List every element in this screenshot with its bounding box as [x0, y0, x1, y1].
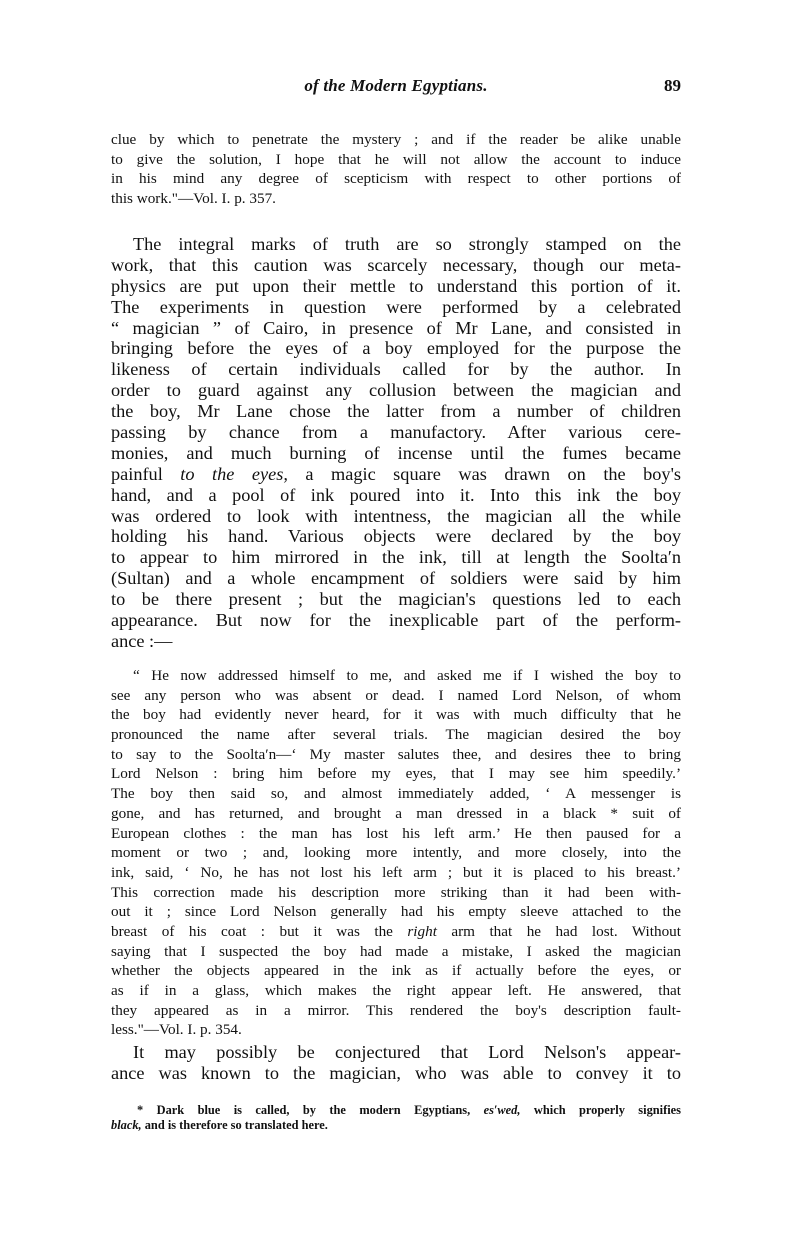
- text-line: order to guard against any collusion between the magician and: [111, 380, 681, 401]
- text-line: “ He now addressed himself to me, and asked me if I wished the boy to: [133, 667, 681, 684]
- text-line-with-italic: [111, 922, 681, 942]
- text-line: holding his hand. Various objects were declared by the boy: [111, 526, 681, 547]
- text-run: * Dark blue is called, by the modern Egyptians,: [137, 1103, 484, 1117]
- text-line: in his mind any degree of scepticism with respect to other portions of: [111, 170, 681, 188]
- text-line: to be there present ; but the magician's questions led to each: [111, 589, 681, 610]
- text-line: This correction made his description more striking than it had been with-: [111, 883, 681, 901]
- text-line: ance was known to the magician, who was able to convey it to: [111, 1062, 681, 1083]
- text-line: whether the objects appeared in the ink as if actually before the eyes, or: [111, 962, 681, 980]
- paragraph-conjectured: [111, 1042, 681, 1084]
- text-line: ance :—: [111, 630, 173, 651]
- text-run: and is therefore so translated here.: [141, 1118, 328, 1132]
- text-line: see any person who was absent or dead. I named Lord Nelson, of whom: [111, 686, 681, 704]
- text-line: likeness of certain individuals called for by the author. In: [111, 359, 681, 380]
- text-line: Lord Nelson : bring him before my eyes, that I may see him speedily.’: [111, 765, 681, 783]
- text-line: appearance. But now for the inexplicable part of the perform-: [111, 610, 681, 631]
- text-line: they appeared as in a mirror. This rendered the boy's description fault-: [111, 1001, 681, 1019]
- text-line: It may possibly be conjectured that Lord Nelson's appear-: [133, 1042, 681, 1062]
- text-run: painful: [111, 463, 181, 484]
- text-run: which properly signifies: [520, 1103, 681, 1117]
- text-line: to appear to him mirrored in the ink, till at length the Soolta′n: [111, 547, 681, 568]
- italic-phrase: to the eyes,: [180, 463, 288, 484]
- quote-lord-nelson: [111, 666, 681, 1040]
- text-line: was ordered to look with intentness, the magician all the while: [111, 505, 681, 526]
- italic-word: black,: [111, 1118, 142, 1132]
- text-line: the boy, Mr Lane chose the latter from a number of children: [111, 401, 681, 422]
- text-line: work, that this caution was scarcely necessary, though our meta-: [111, 254, 681, 275]
- running-head: [111, 76, 681, 100]
- text-line: hand, and a pool of ink poured into it. Into this ink the boy: [111, 484, 681, 505]
- page-number: 89: [664, 76, 681, 95]
- footnote: [111, 1103, 681, 1133]
- text-line: ink, said, ‘ No, he has not lost his left arm ; but it is placed to his breast.’: [111, 863, 681, 881]
- text-line: less."—Vol. I. p. 354.: [111, 1021, 242, 1039]
- footnote-line: [111, 1103, 681, 1118]
- text-line: as if in a glass, which makes the right appear left. He answered, that: [111, 982, 681, 999]
- text-line: to give the solution, I hope that he will not allow the account to induce: [111, 150, 681, 168]
- text-line: out it ; since Lord Nelson generally had his empty sleeve attached to the: [111, 903, 681, 921]
- text-line: clue by which to penetrate the mystery ; and if the reader be alike unable: [111, 131, 681, 148]
- text-line: “ magician ” of Cairo, in presence of Mr Lane, and consisted in: [111, 317, 681, 338]
- text-line: The boy then said so, and almost immediately added, ‘ A messenger is: [111, 785, 681, 803]
- text-line: bringing before the eyes of a boy employed for the purpose the: [111, 338, 681, 359]
- footnote-line: [111, 1118, 681, 1133]
- text-line-with-italic: [111, 464, 681, 485]
- text-line: The experiments in question were performed by a celebrated: [111, 296, 681, 317]
- text-run: breast of his coat : but it was the: [111, 922, 408, 940]
- paragraph-integral-marks: [111, 234, 681, 652]
- text-line: this work."—Vol. I. p. 357.: [111, 190, 276, 208]
- text-line: saying that I suspected the boy had made a mistake, I asked the magician: [111, 942, 681, 960]
- text-line: pronounced the name after several trials. The magician desired the boy: [111, 726, 681, 744]
- text-line: physics are put upon their mettle to understand this portion of it.: [111, 275, 681, 296]
- text-line: (Sultan) and a whole encampment of soldiers were said by him: [111, 568, 681, 589]
- text-line: the boy had evidently never heard, for it was with much difficulty that he: [111, 706, 681, 724]
- text-line: gone, and has returned, and brought a man dressed in a black * suit of: [111, 804, 681, 822]
- text-run: arm that he had lost. Without: [436, 922, 681, 940]
- text-line: The integral marks of truth are so strongly stamped on the: [133, 234, 681, 254]
- running-title: of the Modern Egyptians.: [304, 76, 488, 95]
- text-run: a magic square was drawn on the boy's: [287, 463, 681, 484]
- quote-continuation: [111, 130, 681, 209]
- text-line: moment or two ; and, looking more intently, and more closely, into the: [111, 844, 681, 862]
- text-line: passing by chance from a manufactory. After various cere-: [111, 422, 681, 443]
- italic-word: es′wed,: [483, 1103, 521, 1117]
- italic-word: right: [407, 922, 437, 940]
- text-line: European clothes : the man has lost his left arm.’ He then paused for a: [111, 824, 681, 842]
- text-line: monies, and much burning of incense until the fumes became: [111, 442, 681, 463]
- text-line: to say to the Soolta′n—‘ My master salutes thee, and desires thee to bring: [111, 745, 681, 763]
